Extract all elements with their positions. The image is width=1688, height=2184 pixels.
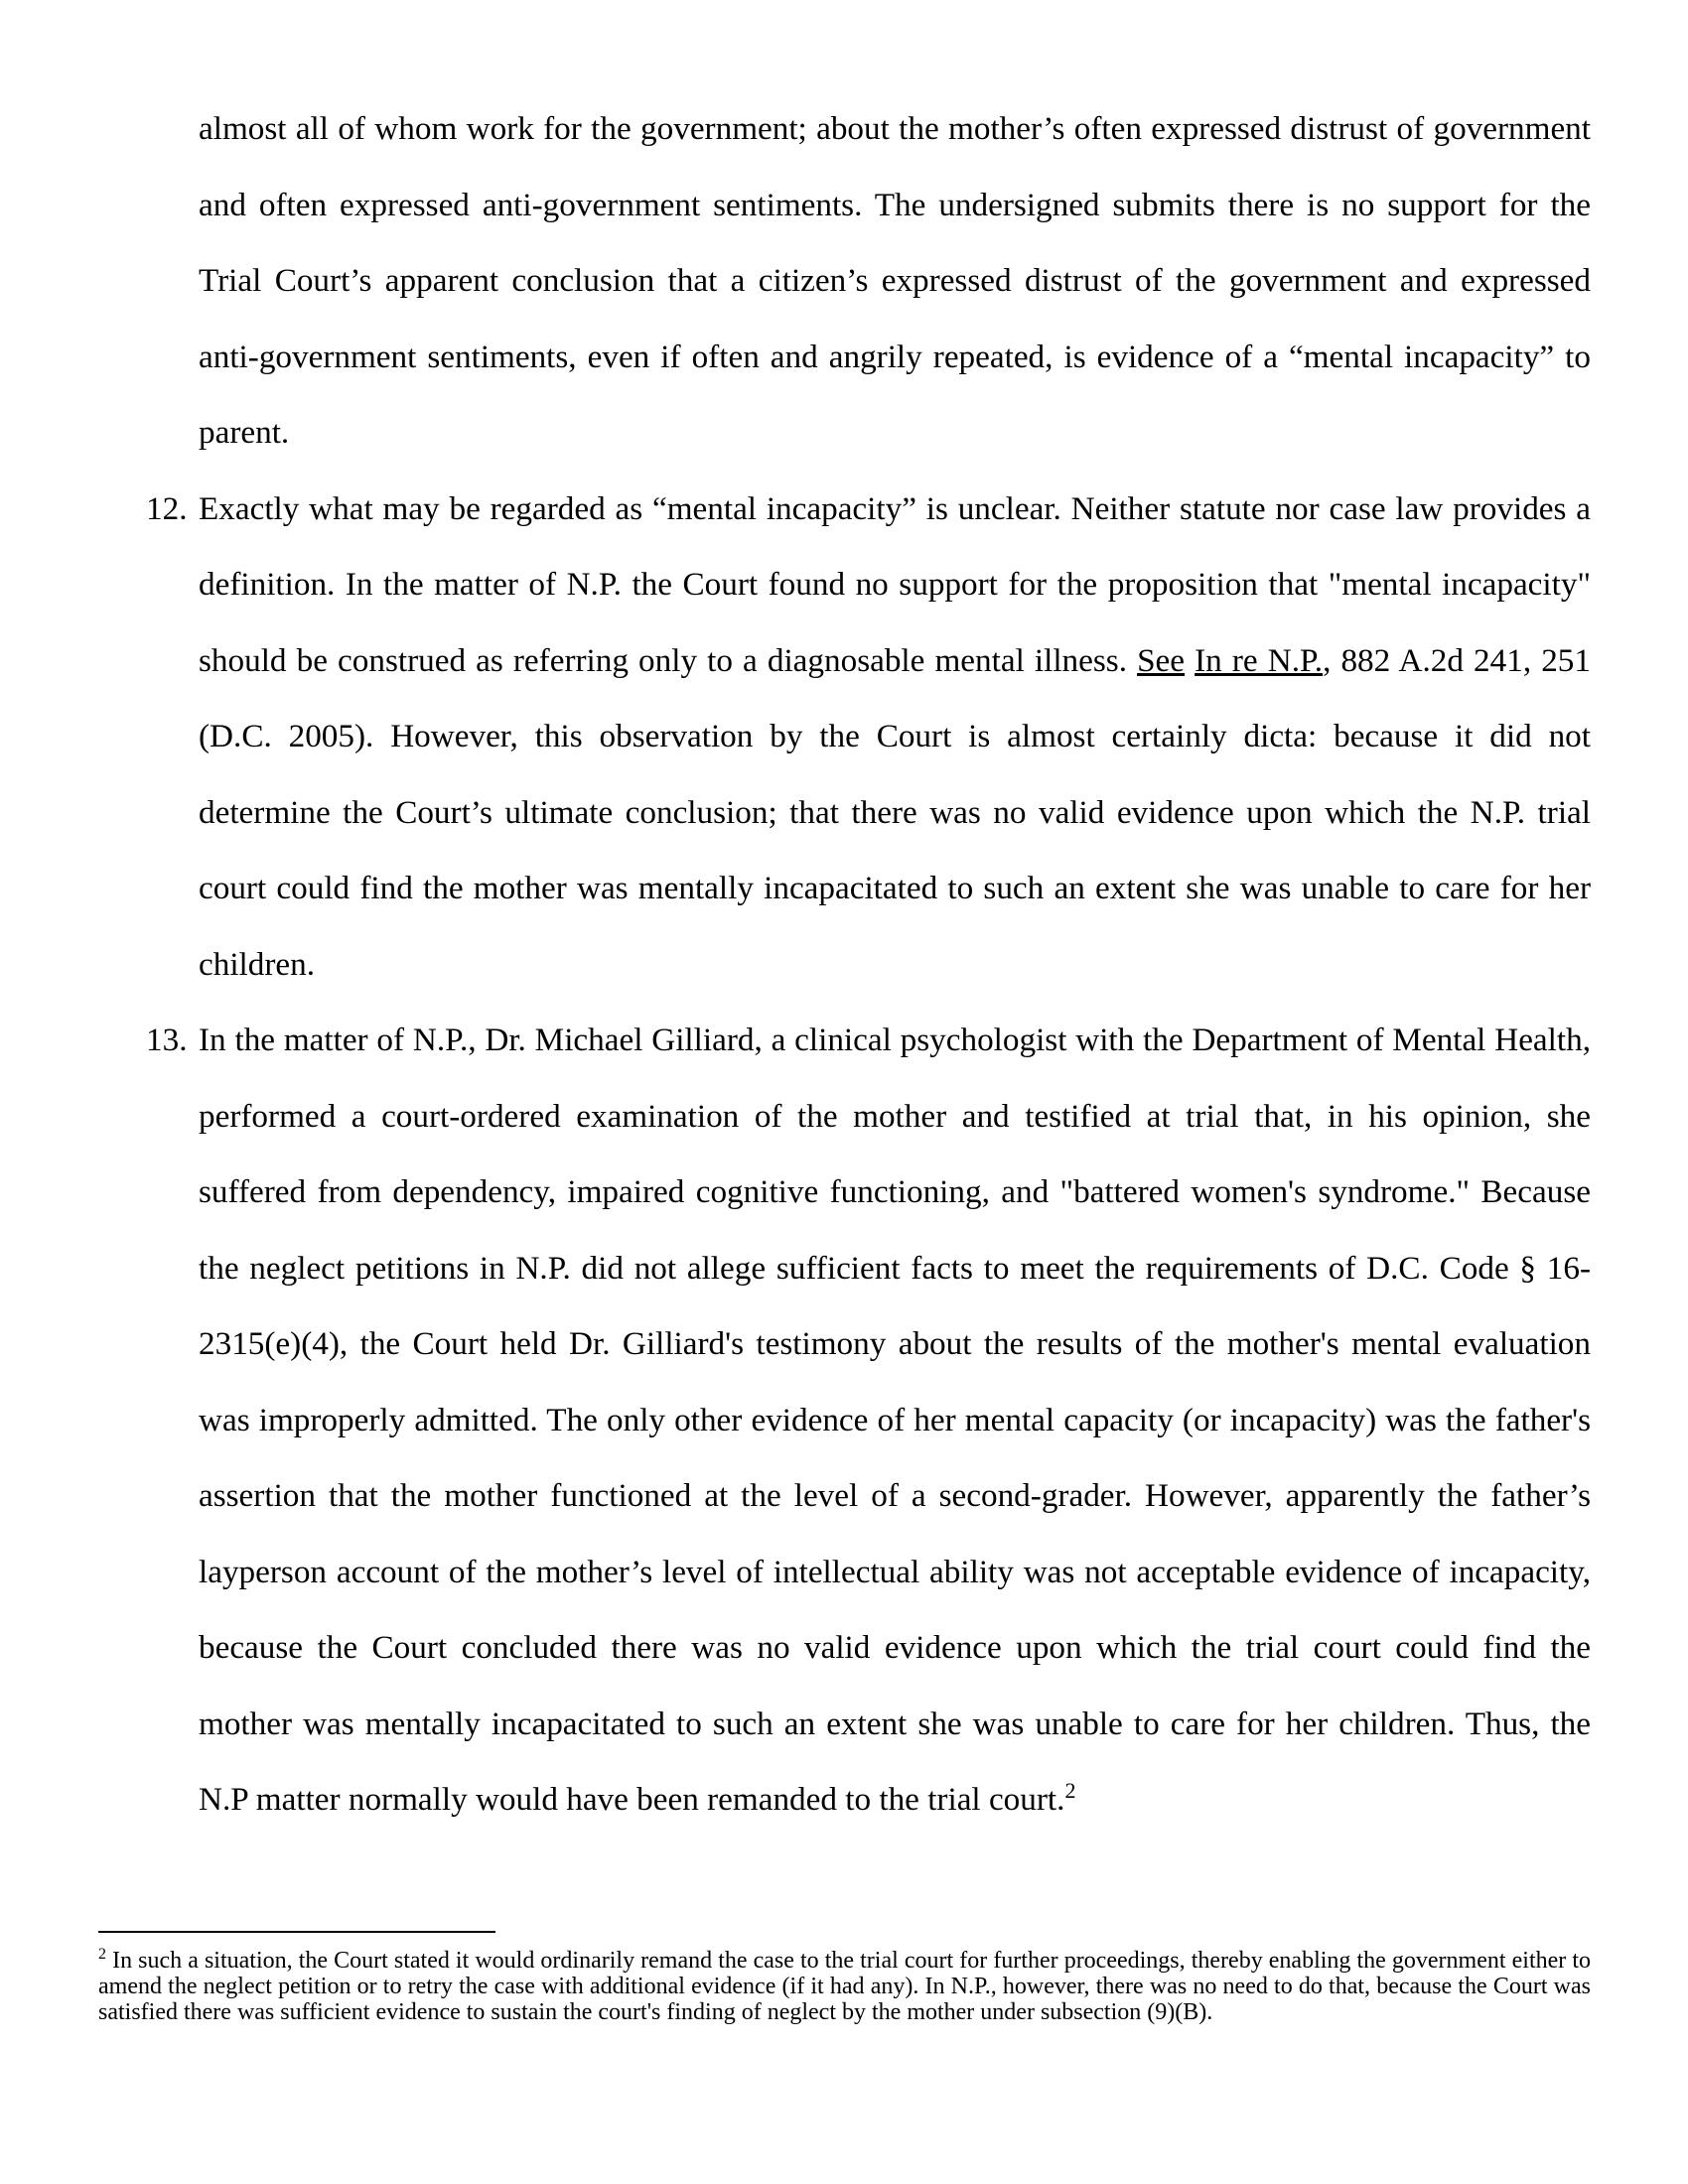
paragraph-12-number: 12. <box>146 489 188 527</box>
footnote-separator <box>98 1931 495 1933</box>
citation-case-name: In re N.P. <box>1195 641 1324 679</box>
citation-signal: See <box>1137 641 1186 679</box>
footnote-text: In such a situation, the Court stated it would ordinarily remand the case to the trial court for further proceedings, thereby enabling the government either to amend the neglect petition or to retry the case with additional evidence (if it had any). In N.P., however, there was no need to do that, because the Court was satisfied there was sufficient evidence to sustain the court's finding of neglect by the mother under subsection (9)(B). <box>98 1948 1591 2025</box>
paragraph-11-text: almost all of whom work for the government; about the mother’s often expressed distrust of government and often expressed anti-government sentiments. The undersigned submits there is no support for the Trial Court’s apparent conclusion that a citizen’s expressed distrust of the government and expressed anti-government sentiments, even if often and angrily repeated, is evidence of a “mental incapacity” to parent. <box>199 110 1591 451</box>
paragraph-11-continuation <box>199 91 1591 472</box>
footnote-2 <box>98 1948 1591 2025</box>
paragraph-12 <box>146 472 1591 1004</box>
paragraph-13 <box>146 1003 1591 1839</box>
footnote-marker: 2 <box>98 1946 106 1963</box>
footnote-reference: 2 <box>1064 1777 1076 1803</box>
body-text <box>146 91 1591 1839</box>
paragraph-13-number: 13. <box>146 1022 188 1058</box>
paragraph-12-text-before-citation: Exactly what may be regarded as “mental incapacity” is unclear. Neither statute nor case law provides a definition. In the matter of N.P. the Court found no support for the proposition that "mental incapacity" should be construed as referring only to a diagnosable mental illness. <box>199 489 1591 679</box>
paragraph-12-text-after-citation: , 882 A.2d 241, 251 (D.C. 2005). However, this observation by the Court is almost certainly dicta: because it did not determine the Court’s ultimate conclusion; that there was no valid evidence upon which the N.P. trial court could find the mother was mentally incapacitated to such an extent she was unable to care for her children. <box>199 641 1591 983</box>
paragraph-13-text: In the matter of N.P., Dr. Michael Gilliard, a clinical psychologist with the Department of Mental Health, performed a court-ordered examination of the mother and testified at trial that, in his opinion, she suffered from dependency, impaired cognitive functioning, and "battered women's syndrome." Because the neglect petitions in N.P. did not allege sufficient facts to meet the requirements of D.C. Code § 16-2315(e)(4), the Court held Dr. Gilliard's testimony about the results of the mother's mental evaluation was improperly admitted. The only other evidence of her mental capacity (or incapacity) was the father's assertion that the mother functioned at the level of a second-grader. However, apparently the father’s layperson account of the mother’s level of intellectual ability was not acceptable evidence of incapacity, because the Court concluded there was no valid evidence upon which the trial court could find the mother was mentally incapacitated to such an extent she was unable to care for her children. Thus, the N.P matter normally would have been remanded to the trial court. <box>199 1022 1591 1818</box>
